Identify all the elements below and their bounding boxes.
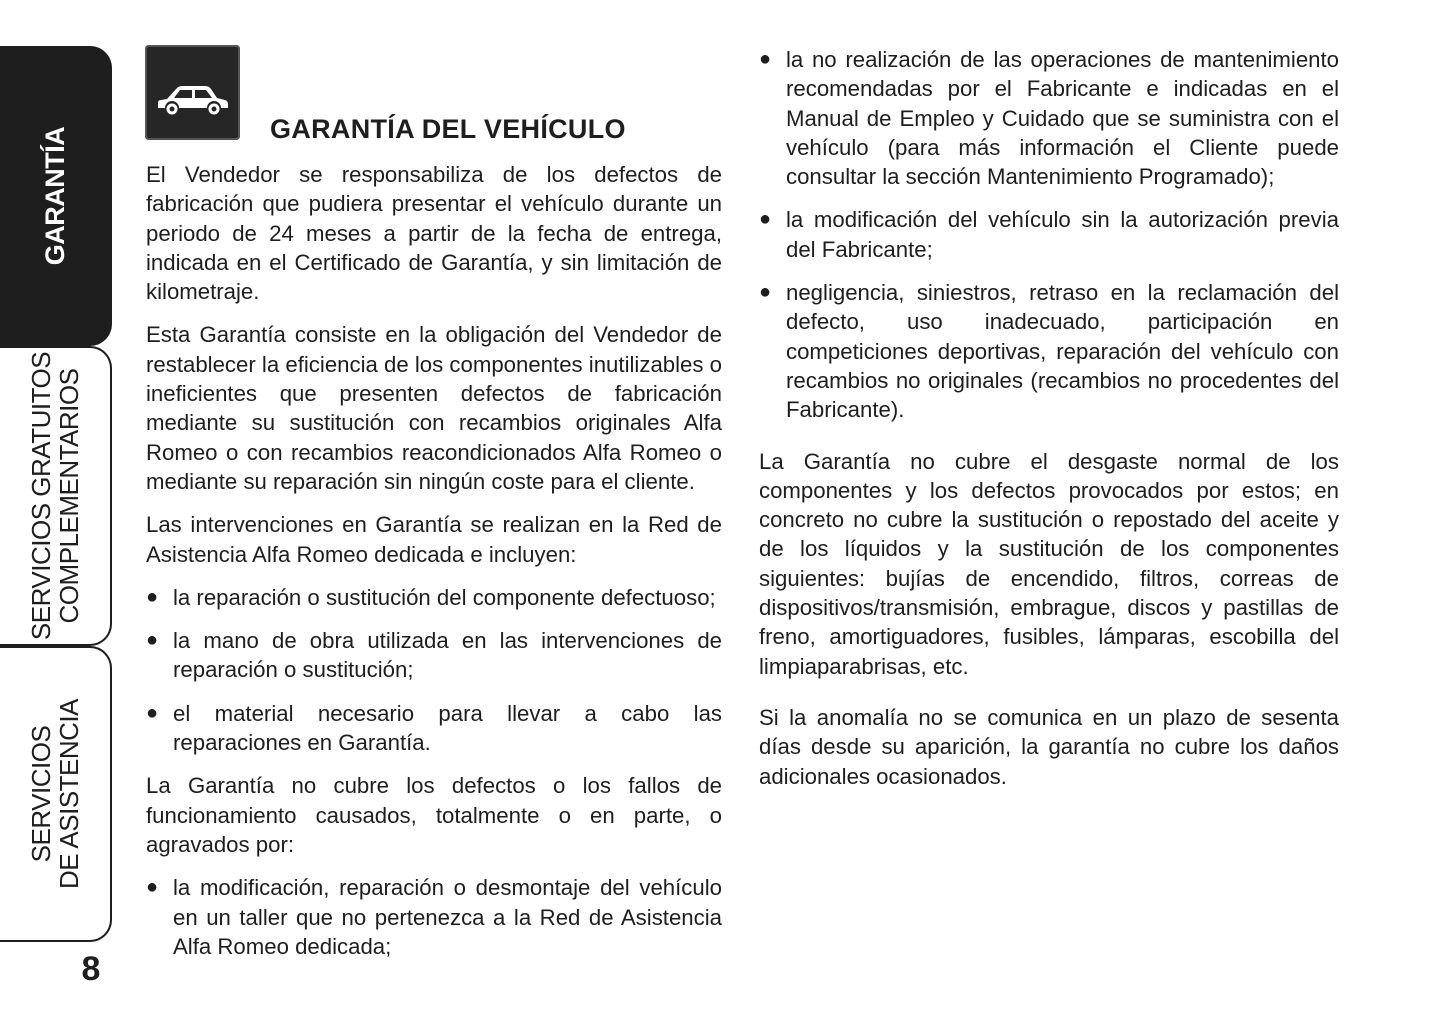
bullet-icon: ● xyxy=(759,48,772,70)
paragraph-anomalia: Si la anomalía no se comunica en un plazo de sesenta días desde su aparición, la garantía no cubre los daños adicionales ocasionados. xyxy=(759,704,1339,789)
list-item-text: la modificación del vehículo sin la autorización previa del Fabricante; xyxy=(786,207,1339,262)
tab-garantia-label: GARANTÍA xyxy=(40,126,70,266)
page-title: GARANTÍA DEL VEHÍCULO xyxy=(270,114,626,144)
bullet-icon: ● xyxy=(759,281,772,304)
list-item-text: la reparación o sustitución del componente defectuoso; xyxy=(173,584,716,610)
list-item xyxy=(146,626,722,685)
section-tabs xyxy=(0,0,115,1018)
bullet-icon: ● xyxy=(146,585,159,608)
list-item xyxy=(146,583,722,612)
bullet-icon: ● xyxy=(146,876,159,899)
tab-servicios-asistencia-label: SERVICIOS DE ASISTENCIA xyxy=(26,699,84,889)
paragraph-no-cubre: La Garantía no cubre los defectos o los fallos de funcionamiento causados, totalmente o en parte, o agravados por: xyxy=(146,773,722,857)
list-item xyxy=(146,873,722,961)
bullet-icon: ● xyxy=(146,629,159,652)
paragraph-intervenciones: Las intervenciones en Garantía se realizan en la Red de Asistencia Alfa Romeo dedicada e incluyen: xyxy=(146,512,722,567)
bullet-icon: ● xyxy=(759,208,772,231)
list-item xyxy=(759,278,1339,424)
list-item xyxy=(759,205,1339,264)
tab-servicios-gratuitos-label: SERVICIOS GRATUITOS COMPLEMENTARIOS xyxy=(26,351,84,641)
list-item-text: negligencia, siniestros, retraso en la reclamación del defecto, uso inadecuado, participación en competiciones deportivas, reparación del vehículo con recambios no originales (recambios no procedentes del Fabricante). xyxy=(786,280,1339,423)
list-item-text: la modificación, reparación o desmontaje del vehículo en un taller que no pertenezca a la Red de Asistencia Alfa Romeo dedicada; xyxy=(173,875,722,959)
car-icon xyxy=(145,45,240,140)
right-column xyxy=(759,45,1339,805)
tab-servicios-gratuitos[interactable] xyxy=(0,346,112,646)
left-column xyxy=(146,160,722,975)
list-item xyxy=(146,699,722,758)
bullet-icon: ● xyxy=(146,701,159,724)
tab-servicios-asistencia[interactable] xyxy=(0,646,112,942)
list-item-text: el material necesario para llevar a cabo las reparaciones en Garantía. xyxy=(173,700,722,756)
paragraph-obligacion: Esta Garantía consiste en la obligación del Vendedor de restablecer la eficiencia de los componentes inutilizables o ineficientes que presenten defectos de fabricación mediante su sustitución con recambios originales Alfa Romeo o con recambios reacondicionados Alfa Romeo o mediante su reparación sin ningún coste para el cliente. xyxy=(146,322,722,494)
page-number: 8 xyxy=(81,950,101,988)
paragraph-desgaste: La Garantía no cubre el desgaste normal de los componentes y los defectos provocados por estos; en concreto no cubre la sustitución o repostado del aceite y de los líquidos y la sustitución de los componentes siguientes: bujías de encendido, filtros, correas de dispositivos/transmisión, embrague, discos y pastillas de freno, amortiguadores, fusibles, lámparas, escobilla del limpiaparabrisas, etc. xyxy=(759,448,1339,679)
tab-garantia[interactable] xyxy=(0,46,112,346)
paragraph-responsabilidad: El Vendedor se responsabiliza de los defectos de fabricación que pudiera presentar el vehículo durante un periodo de 24 meses a partir de la fecha de entrega, indicada en el Certificado de Garantía, y sin limitación de kilometraje. xyxy=(146,162,722,305)
list-item-text: la no realización de las operaciones de mantenimiento recomendadas por el Fabricante e indicadas en el Manual de Empleo y Cuidado que se suministra con el vehículo (para más información el Cliente puede consultar la sección Mantenimiento Programado); xyxy=(786,47,1339,190)
list-item xyxy=(759,45,1339,191)
list-item-text: la mano de obra utilizada en las intervenciones de reparación o sustitución; xyxy=(173,628,722,683)
